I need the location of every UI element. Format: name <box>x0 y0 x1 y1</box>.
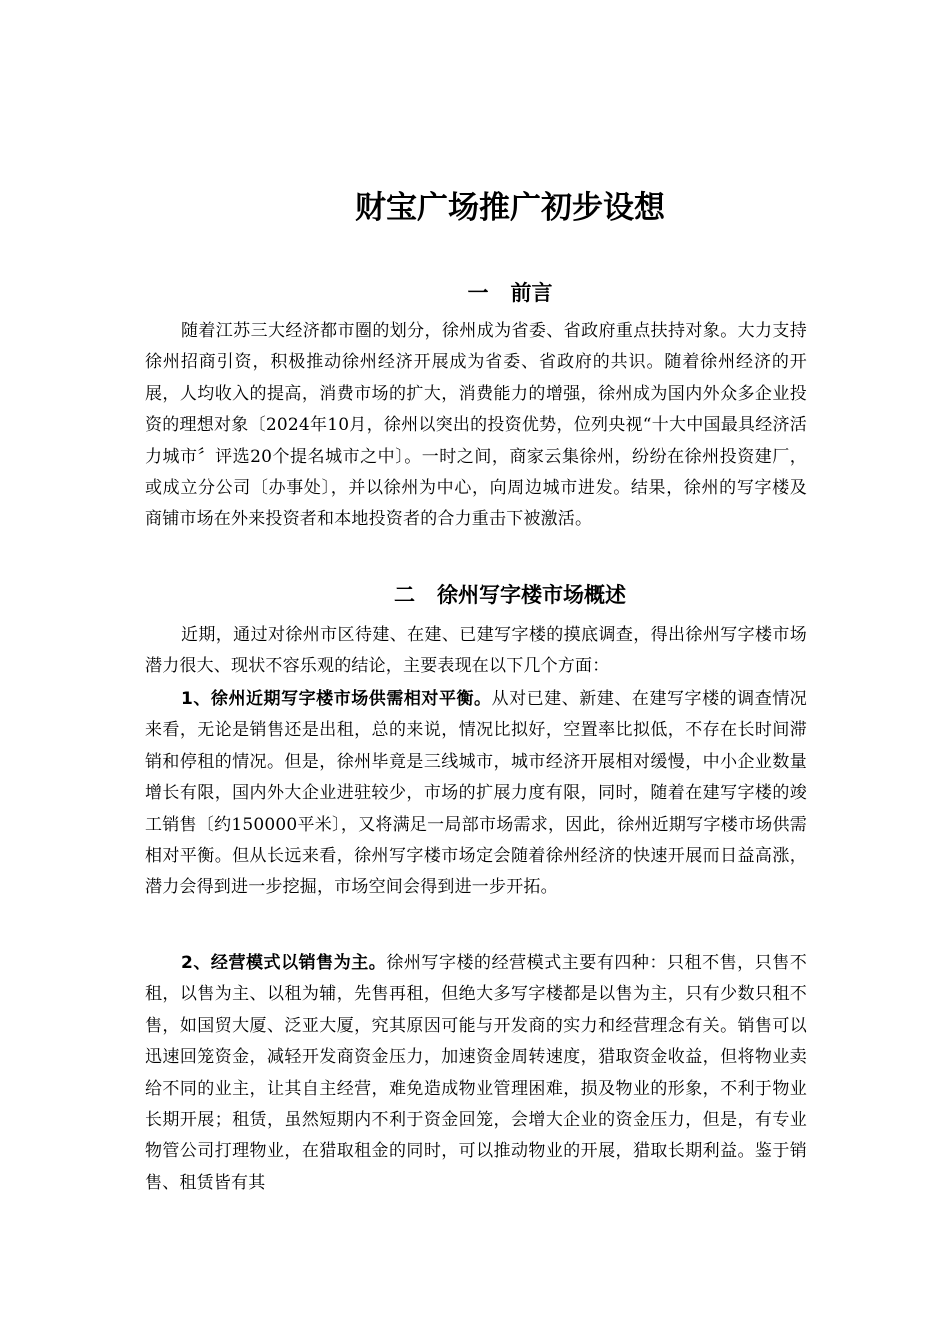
document-title: 财宝广场推广初步设想 <box>355 190 665 226</box>
paragraph-lead: 1、徐州近期写字楼市场供需相对平衡。 <box>181 689 492 709</box>
section-title: 前言 <box>510 281 553 305</box>
section-number: 二 <box>394 583 415 607</box>
section-title: 徐州写字楼市场概述 <box>437 583 626 607</box>
paragraph-text: 徐州写字楼的经营模式主要有四种：只租不售，只售不租，以售为主、以租为辅，先售再租，但绝大多写字楼都是以售为主，只有少数只租不售，如国贸大厦、泛亚大厦，究其原因可能与开发商的实力和经营理念有关。销售可以迅速回笼资金，减轻开发商资金压力，加速资金周转速度，猎取资金收益，但将物业卖给不同的业主，让其自主经营，难免造成物业管理困难，损及物业的形象，不利于物业长期开展；租赁，虽然短期内不利于资金回笼，会增大企业的资金压力，但是，有专业物管公司打理物业，在猎取租金的同时，可以推动物业的开展，猎取长期利益。鉴于销售、租赁皆有其 <box>145 953 807 1193</box>
paragraph-business-model <box>145 948 807 1199</box>
section-number: 一 <box>467 281 489 305</box>
paragraph-text: 近期，通过对徐州市区待建、在建、已建写字楼的摸底调查，得出徐州写字楼市场潜力很大、现状不容乐观的结论，主要表现在以下几个方面： <box>145 625 807 677</box>
section-heading-market-overview <box>145 579 875 611</box>
paragraph-preface <box>145 316 807 536</box>
paragraph-intro <box>145 620 807 683</box>
paragraph-text: 随着江苏三大经济都市圈的划分，徐州成为省委、省政府重点扶持对象。大力支持徐州招商引资，积极推动徐州经济开展成为省委、省政府的共识。随着徐州经济的开展，人均收入的提高，消费市场的扩大，消费能力的增强，徐州成为国内外众多企业投资的理想对象〔2024年10月，徐州以突出的投资优势，位列央视“十大中国最具经济活力城市〞评选20个提名城市之中〕。一时之间，商家云集徐州，纷纷在徐州投资建厂，或成立分公司〔办事处〕，并以徐州为中心，向周边城市进发。结果，徐州的写字楼及商铺市场在外来投资者和本地投资者的合力重击下被激活。 <box>145 321 807 530</box>
document-page <box>145 0 807 1344</box>
paragraph-lead: 2、经营模式以销售为主。 <box>181 953 387 973</box>
section-heading-preface <box>145 277 875 309</box>
paragraph-text: 从对已建、新建、在建写字楼的调查情况来看，无论是销售还是出租，总的来说，情况比拟好，空置率比拟低，不存在长时间滞销和停租的情况。但是，徐州毕竟是三线城市，城市经济开展相对缓慢，中小企业数量增长有限，国内外大企业进驻较少，市场的扩展力度有限，同时，随着在建写字楼的竣工销售〔约150000平米〕，又将满足一局部市场需求，因此，徐州近期写字楼市场供需相对平衡。但从长远来看，徐州写字楼市场定会随着徐州经济的快速开展而日益高涨，潜力会得到进一步挖掘，市场空间会得到进一步开拓。 <box>145 689 808 898</box>
paragraph-supply-demand <box>145 684 807 904</box>
